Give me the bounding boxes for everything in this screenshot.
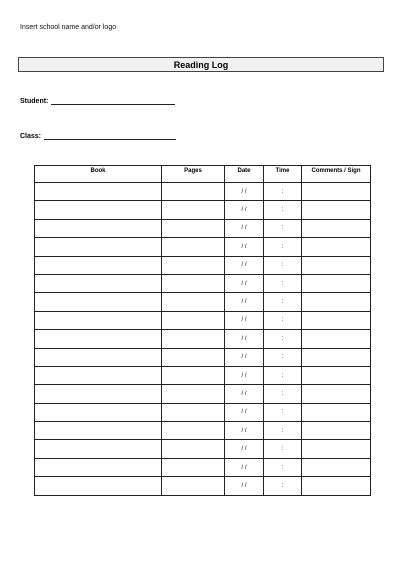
time-cell[interactable]: : (264, 477, 302, 495)
time-cell[interactable]: : (264, 274, 302, 292)
comments-cell[interactable] (302, 422, 371, 440)
page-title (18, 57, 384, 72)
date-cell[interactable]: / / (225, 477, 264, 495)
book-cell[interactable] (35, 256, 162, 274)
book-cell[interactable] (35, 183, 162, 201)
date-cell[interactable]: / / (225, 274, 264, 292)
pages-cell[interactable] (162, 219, 225, 237)
book-cell[interactable] (35, 403, 162, 421)
table-row (35, 238, 371, 256)
date-cell[interactable]: / / (225, 403, 264, 421)
pages-cell[interactable] (162, 201, 225, 219)
book-cell[interactable] (35, 311, 162, 329)
table-row (35, 256, 371, 274)
header-pages: Pages (162, 166, 225, 183)
date-cell[interactable]: / / (225, 183, 264, 201)
table-row (35, 440, 371, 458)
time-cell[interactable]: : (264, 348, 302, 366)
comments-cell[interactable] (302, 219, 371, 237)
time-cell[interactable]: : (264, 293, 302, 311)
table-header-row (35, 166, 371, 183)
book-cell[interactable] (35, 422, 162, 440)
table-row (35, 385, 371, 403)
comments-cell[interactable] (302, 366, 371, 384)
table-row (35, 311, 371, 329)
comments-cell[interactable] (302, 385, 371, 403)
table-body (35, 183, 371, 496)
book-cell[interactable] (35, 238, 162, 256)
pages-cell[interactable] (162, 366, 225, 384)
table-row (35, 422, 371, 440)
date-cell[interactable]: / / (225, 422, 264, 440)
table-row (35, 219, 371, 237)
pages-cell[interactable] (162, 348, 225, 366)
comments-cell[interactable] (302, 183, 371, 201)
time-cell[interactable]: : (264, 201, 302, 219)
date-cell[interactable]: / / (225, 440, 264, 458)
date-cell[interactable]: / / (225, 385, 264, 403)
comments-cell[interactable] (302, 330, 371, 348)
comments-cell[interactable] (302, 274, 371, 292)
table-row (35, 201, 371, 219)
pages-cell[interactable] (162, 385, 225, 403)
time-cell[interactable]: : (264, 403, 302, 421)
book-cell[interactable] (35, 458, 162, 476)
comments-cell[interactable] (302, 311, 371, 329)
table-row (35, 293, 371, 311)
time-cell[interactable]: : (264, 330, 302, 348)
time-cell[interactable]: : (264, 440, 302, 458)
student-field (20, 97, 175, 105)
date-cell[interactable]: / / (225, 330, 264, 348)
header-book: Book (35, 166, 162, 183)
book-cell[interactable] (35, 293, 162, 311)
time-cell[interactable]: : (264, 458, 302, 476)
table-row (35, 403, 371, 421)
comments-cell[interactable] (302, 440, 371, 458)
header-date: Date (225, 166, 264, 183)
pages-cell[interactable] (162, 330, 225, 348)
reading-log-table (34, 165, 371, 496)
pages-cell[interactable] (162, 183, 225, 201)
class-line[interactable] (44, 132, 176, 140)
student-label: Student: (20, 98, 49, 105)
time-cell[interactable]: : (264, 422, 302, 440)
date-cell[interactable]: / / (225, 311, 264, 329)
pages-cell[interactable] (162, 238, 225, 256)
pages-cell[interactable] (162, 440, 225, 458)
pages-cell[interactable] (162, 458, 225, 476)
comments-cell[interactable] (302, 348, 371, 366)
book-cell[interactable] (35, 201, 162, 219)
book-cell[interactable] (35, 366, 162, 384)
time-cell[interactable]: : (264, 238, 302, 256)
header-comments: Comments / Sign (302, 166, 371, 183)
time-cell[interactable]: : (264, 385, 302, 403)
date-cell[interactable]: / / (225, 458, 264, 476)
comments-cell[interactable] (302, 403, 371, 421)
book-cell[interactable] (35, 385, 162, 403)
table-row (35, 274, 371, 292)
date-cell[interactable]: / / (225, 219, 264, 237)
comments-cell[interactable] (302, 201, 371, 219)
pages-cell[interactable] (162, 293, 225, 311)
date-cell[interactable]: / / (225, 293, 264, 311)
pages-cell[interactable] (162, 403, 225, 421)
table-row (35, 477, 371, 495)
table-row (35, 183, 371, 201)
table-row (35, 348, 371, 366)
date-cell[interactable]: / / (225, 201, 264, 219)
school-name-placeholder: Insert school name and/or logo (20, 24, 117, 31)
page-title-text: Reading Log (173, 59, 229, 70)
book-cell[interactable] (35, 274, 162, 292)
header-time: Time (264, 166, 302, 183)
time-cell[interactable]: : (264, 219, 302, 237)
book-cell[interactable] (35, 440, 162, 458)
date-cell[interactable]: / / (225, 238, 264, 256)
comments-cell[interactable] (302, 477, 371, 495)
pages-cell[interactable] (162, 477, 225, 495)
time-cell[interactable]: : (264, 366, 302, 384)
time-cell[interactable]: : (264, 183, 302, 201)
date-cell[interactable]: / / (225, 348, 264, 366)
book-cell[interactable] (35, 330, 162, 348)
comments-cell[interactable] (302, 256, 371, 274)
class-field (20, 132, 176, 140)
time-cell[interactable]: : (264, 256, 302, 274)
pages-cell[interactable] (162, 311, 225, 329)
comments-cell[interactable] (302, 238, 371, 256)
date-cell[interactable]: / / (225, 366, 264, 384)
comments-cell[interactable] (302, 458, 371, 476)
student-line[interactable] (51, 97, 175, 105)
pages-cell[interactable] (162, 274, 225, 292)
book-cell[interactable] (35, 219, 162, 237)
book-cell[interactable] (35, 477, 162, 495)
table-row (35, 458, 371, 476)
book-cell[interactable] (35, 348, 162, 366)
comments-cell[interactable] (302, 293, 371, 311)
date-cell[interactable]: / / (225, 256, 264, 274)
pages-cell[interactable] (162, 256, 225, 274)
time-cell[interactable]: : (264, 311, 302, 329)
pages-cell[interactable] (162, 422, 225, 440)
class-label: Class: (20, 133, 42, 140)
table-row (35, 366, 371, 384)
table-row (35, 330, 371, 348)
